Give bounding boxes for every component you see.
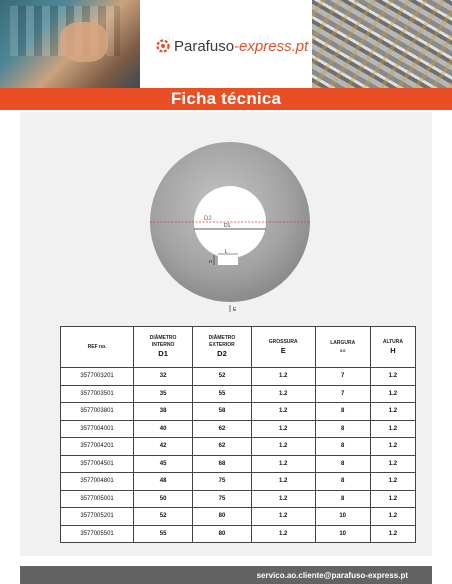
header-label: GROSSURA xyxy=(268,338,298,345)
value-cell: 52 xyxy=(134,508,193,526)
header-label: ALTURA xyxy=(382,338,404,345)
workshop-photo xyxy=(0,0,140,88)
ref-cell: 3577003201 xyxy=(61,368,134,386)
value-cell: 10 xyxy=(315,525,370,543)
value-cell: 1.2 xyxy=(251,508,315,526)
value-cell: 10 xyxy=(315,508,370,526)
value-cell: 1.2 xyxy=(370,525,415,543)
value-cell: 8 xyxy=(315,490,370,508)
value-cell: 8 xyxy=(315,420,370,438)
ref-cell: 3577003501 xyxy=(61,385,134,403)
page-title: Ficha técnica xyxy=(170,89,282,108)
table-header-row xyxy=(61,327,416,368)
value-cell: 40 xyxy=(134,420,193,438)
brand-name: Parafuso xyxy=(174,37,235,55)
value-cell: 8 xyxy=(315,455,370,473)
table-row xyxy=(61,525,416,543)
value-cell: 32 xyxy=(134,368,193,386)
table-header-cell xyxy=(61,327,134,368)
value-cell: 50 xyxy=(134,490,193,508)
table-row xyxy=(61,455,416,473)
header-code: H xyxy=(390,345,396,355)
screws-photo xyxy=(312,0,452,88)
value-cell: 7 xyxy=(315,368,370,386)
value-cell: 1.2 xyxy=(251,420,315,438)
table-row xyxy=(61,508,416,526)
ref-cell: 3577004501 xyxy=(61,455,134,473)
value-cell: 75 xyxy=(193,490,252,508)
table-header-cell xyxy=(251,327,315,368)
value-cell: 1.2 xyxy=(370,455,415,473)
value-cell: 62 xyxy=(193,420,252,438)
table-row xyxy=(61,368,416,386)
value-cell: 8 xyxy=(315,403,370,421)
value-cell: 1.2 xyxy=(370,368,415,386)
table-row xyxy=(61,438,416,456)
value-cell: 1.2 xyxy=(251,385,315,403)
table-row xyxy=(61,490,416,508)
header-banner xyxy=(0,0,452,88)
value-cell: 1.2 xyxy=(370,420,415,438)
footer-bar xyxy=(20,566,432,584)
value-cell: 55 xyxy=(193,385,252,403)
value-cell: 1.2 xyxy=(251,473,315,491)
table-header-cell xyxy=(315,327,370,368)
spec-table xyxy=(60,326,416,543)
table-row xyxy=(61,403,416,421)
value-cell: 1.2 xyxy=(251,368,315,386)
d1-label: D1 xyxy=(224,223,231,229)
value-cell: 1.2 xyxy=(370,385,415,403)
brand-domain: -express.pt xyxy=(234,37,309,55)
value-cell: 55 xyxy=(134,525,193,543)
header-label: DIÂMETRO xyxy=(149,335,177,341)
header-sublabel: SG xyxy=(339,347,346,353)
header-code: E xyxy=(280,345,286,355)
value-cell: 75 xyxy=(193,473,252,491)
ref-cell: 3577005001 xyxy=(61,490,134,508)
value-cell: 8 xyxy=(315,473,370,491)
ref-cell: 3577003801 xyxy=(61,403,134,421)
h-label: H xyxy=(209,259,213,264)
value-cell: 1.2 xyxy=(251,403,315,421)
value-cell: 80 xyxy=(193,508,252,526)
gear-logo-icon xyxy=(156,39,170,53)
value-cell: 42 xyxy=(134,438,193,456)
value-cell: 45 xyxy=(134,455,193,473)
header-code: D1 xyxy=(158,349,168,358)
washer-tab xyxy=(218,255,238,265)
value-cell: 8 xyxy=(315,438,370,456)
header-sublabel: EXTERIOR xyxy=(209,342,235,348)
value-cell: 1.2 xyxy=(251,438,315,456)
table-row xyxy=(61,385,416,403)
value-cell: 1.2 xyxy=(370,473,415,491)
e-label: E xyxy=(233,307,237,313)
value-cell: 1.2 xyxy=(251,455,315,473)
washer-drawing xyxy=(140,142,320,332)
value-cell: 1.2 xyxy=(370,403,415,421)
table-row xyxy=(61,420,416,438)
customer-service-email[interactable]: servico.ao.cliente@parafuso-express.pt xyxy=(256,570,408,580)
ref-cell: 3577005201 xyxy=(61,508,134,526)
l-label: L xyxy=(225,249,228,255)
value-cell: 35 xyxy=(134,385,193,403)
value-cell: 68 xyxy=(193,455,252,473)
table-header-cell xyxy=(370,327,415,368)
value-cell: 62 xyxy=(193,438,252,456)
header-label: DIÂMETRO xyxy=(208,335,236,341)
value-cell: 52 xyxy=(193,368,252,386)
title-bar xyxy=(0,88,452,110)
value-cell: 1.2 xyxy=(370,438,415,456)
brand-logo[interactable] xyxy=(156,36,308,56)
d2-label: D2 xyxy=(204,216,212,222)
ref-cell: 3577005501 xyxy=(61,525,134,543)
value-cell: 58 xyxy=(193,403,252,421)
table-row xyxy=(61,473,416,491)
value-cell: 1.2 xyxy=(370,508,415,526)
value-cell: 80 xyxy=(193,525,252,543)
table-header-cell xyxy=(193,327,252,368)
header-label: LARGURA xyxy=(330,339,356,346)
spec-sheet xyxy=(20,112,432,556)
ref-cell: 3577004001 xyxy=(61,420,134,438)
value-cell: 48 xyxy=(134,473,193,491)
value-cell: 1.2 xyxy=(251,490,315,508)
ref-cell: 3577004201 xyxy=(61,438,134,456)
value-cell: 1.2 xyxy=(370,490,415,508)
header-label: REF no. xyxy=(87,343,107,350)
table-header-cell xyxy=(134,327,193,368)
value-cell: 1.2 xyxy=(251,525,315,543)
value-cell: 38 xyxy=(134,403,193,421)
value-cell: 7 xyxy=(315,385,370,403)
header-code: D2 xyxy=(217,349,227,358)
header-sublabel: INTERNO xyxy=(151,342,175,348)
ref-cell: 3577004801 xyxy=(61,473,134,491)
